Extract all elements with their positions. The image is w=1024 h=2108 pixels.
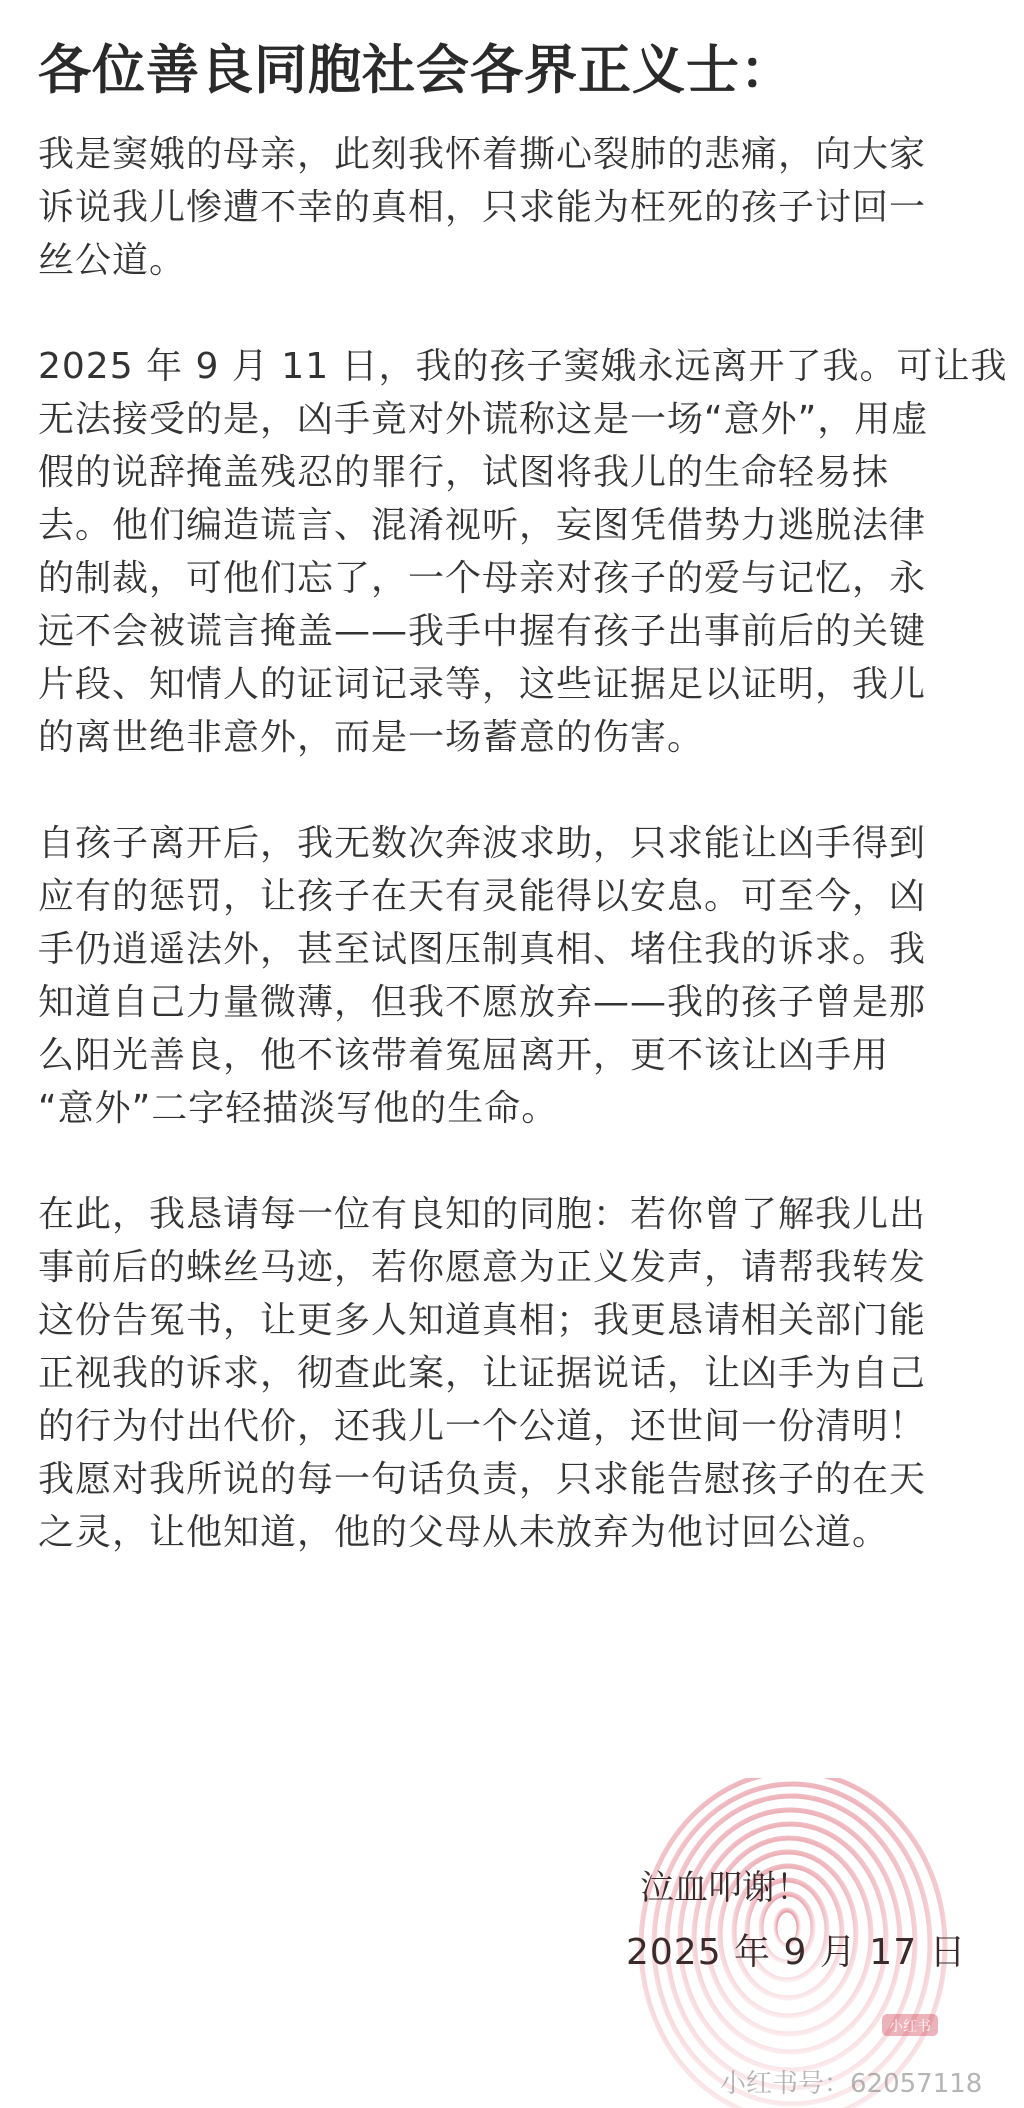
paragraph-line: 正视我的诉求，彻查此案，让证据说话，让凶手为自己 [38,1353,927,1394]
paragraph-2 [38,340,1008,764]
paragraph-line: 我是窦娥的母亲，此刻我怀着撕心裂肺的悲痛，向大家 [38,134,927,175]
paragraph-line: 丝公道。 [38,240,187,281]
letter-title: 各位善良同胞社会各界正义士： [38,40,794,101]
letter-date: 2025 年 9 月 17 日 [626,1932,967,1973]
paragraph-3 [38,817,988,1135]
paragraph-line: 去。他们编造谎言、混淆视听，妄图凭借势力逃脱法律 [38,505,927,546]
signoff-text: 泣血叩谢！ [640,1868,810,1908]
paragraph-line: 片段、知情人的证词记录等，这些证据足以证明，我儿 [38,664,927,705]
xiaohongshu-logo-icon [880,2010,940,2040]
paragraph-line: 知道自己力量微薄，但我不愿放弃——我的孩子曾是那 [38,982,927,1023]
paragraph-line: 远不会被谎言掩盖——我手中握有孩子出事前后的关键 [38,611,927,652]
paragraph-line: 2025 年 9 月 11 日，我的孩子窦娥永远离开了我。可让我 [38,346,1008,387]
paragraph-line: 应有的惩罚，让孩子在天有灵能得以安息。可至今，凶 [38,876,927,917]
svg-text:小红书: 小红书 [889,2019,931,2035]
paragraph-line: 我愿对我所说的每一句话负责，只求能告慰孩子的在天 [38,1459,927,1500]
paragraph-line: 这份告冤书，让更多人知道真相；我更恳请相关部门能 [38,1300,927,1341]
paragraph-1 [38,128,988,287]
paragraph-line: 的制裁，可他们忘了，一个母亲对孩子的爱与记忆，永 [38,558,927,599]
paragraph-line: 自孩子离开后，我无数次奔波求助，只求能让凶手得到 [38,823,927,864]
paragraph-line: 在此，我恳请每一位有良知的同胞：若你曾了解我儿出 [38,1194,927,1235]
paragraph-line: 诉说我儿惨遭不幸的真相，只求能为枉死的孩子讨回一 [38,187,927,228]
paragraph-line: 的行为付出代价，还我儿一个公道，还世间一份清明！ [38,1406,927,1447]
paragraph-line: 手仍逍遥法外，甚至试图压制真相、堵住我的诉求。我 [38,929,927,970]
paragraph-line: 的离世绝非意外，而是一场蓄意的伤害。 [38,717,705,758]
paragraph-line: 无法接受的是，凶手竟对外谎称这是一场“意外”，用虚 [38,399,929,440]
paragraph-4 [38,1188,988,1559]
paragraph-line: 假的说辞掩盖残忍的罪行，试图将我儿的生命轻易抹 [38,452,890,493]
watermark-text: 小红书号：62057118 [720,2069,983,2099]
letter-body [38,128,1008,1612]
paragraph-line: 之灵，让他知道，他的父母从未放弃为他讨回公道。 [38,1512,890,1553]
paragraph-line: “意外”二字轻描淡写他的生命。 [38,1088,559,1129]
paragraph-line: 事前后的蛛丝马迹，若你愿意为正义发声，请帮我转发 [38,1247,927,1288]
paragraph-line: 么阳光善良，他不该带着冤屈离开，更不该让凶手用 [38,1035,890,1076]
